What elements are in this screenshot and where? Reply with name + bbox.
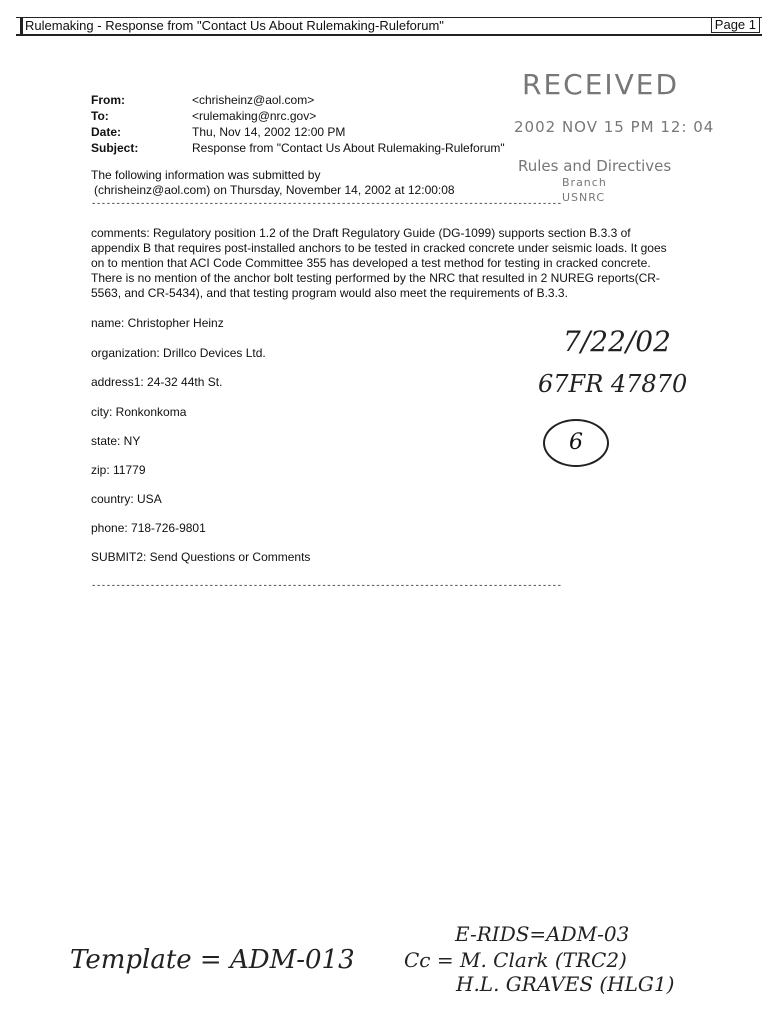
circled-number [543,419,609,467]
stamp-usnrc: USNRC [562,191,606,204]
stamp-received: RECEIVED [522,68,680,101]
state-line: state: NY [91,434,141,448]
name-line: name: Christopher Heinz [91,316,224,330]
handwritten-fr-citation: 67FR 47870 [538,370,688,398]
comments-paragraph: comments: Regulatory position 1.2 of the Draft Regulatory Guide (DG-1099) supports section B.3.3 of appendix B that requires post-installed anchors to be tested in cracked concrete under seismic loads. It goes on to mention that ACI Code Committee 355 has developed a test method for testing in cracked concrete. There is no mention of the anchor bolt testing performed by the NRC that resulted in 2 NUREG reports(CR-5563, and CR-5434), and that testing program would also meet the requirements of B.3.3. [91,226,667,300]
submit-line: SUBMIT2: Send Questions or Comments [91,550,311,564]
header-title: Rulemaking - Response from "Contact Us About Rulemaking-Ruleforum" [20,18,444,34]
print-header [16,17,762,36]
from-label: From: [91,93,125,107]
handwritten-cc-line-1: Cc = M. Clark (TRC2) [404,948,627,972]
phone-line: phone: 718-726-9801 [91,521,206,535]
circled-number-text: 6 [569,430,583,455]
to-row [91,108,505,124]
organization-line: organization: Drillco Devices Ltd. [91,346,266,360]
zip-line: zip: 11779 [91,463,146,477]
separator-bottom: ------------------------------------------------------------------------------------------------ [91,581,562,591]
handwritten-erids: E-RIDS=ADM-03 [455,922,630,946]
from-value: <chrisheinz@aol.com> [192,93,315,107]
date-value: Thu, Nov 14, 2002 12:00 PM [192,125,346,139]
to-label: To: [91,109,109,123]
address-line: address1: 24-32 44th St. [91,375,223,389]
stamp-datetime: 2002 NOV 15 PM 12: 04 [514,118,715,136]
intro-line-1: The following information was submitted by [91,168,321,182]
country-line: country: USA [91,492,162,506]
city-line: city: Ronkonkoma [91,405,187,419]
stamp-office: Rules and Directives [518,157,672,175]
email-header-fields [91,92,505,156]
handwritten-cc-line-2: H.L. GRAVES (HLG1) [456,972,675,996]
subject-label: Subject: [91,141,139,155]
separator-top: ------------------------------------------------------------------------------------------------ [91,199,562,209]
subject-value: Response from "Contact Us About Rulemaking-Ruleforum" [192,141,505,155]
handwritten-date: 7/22/02 [563,325,671,358]
intro-text [91,168,455,198]
stamp-branch: Branch [562,176,607,189]
handwritten-template: Template = ADM-013 [70,945,355,975]
date-label: Date: [91,125,122,139]
page-number: Page 1 [711,17,760,33]
intro-line-2: (chrisheinz@aol.com) on Thursday, November 14, 2002 at 12:00:08 [94,183,455,197]
to-value: <rulemaking@nrc.gov> [192,109,317,123]
from-row [91,92,505,108]
date-row [91,124,505,140]
subject-row [91,140,505,156]
